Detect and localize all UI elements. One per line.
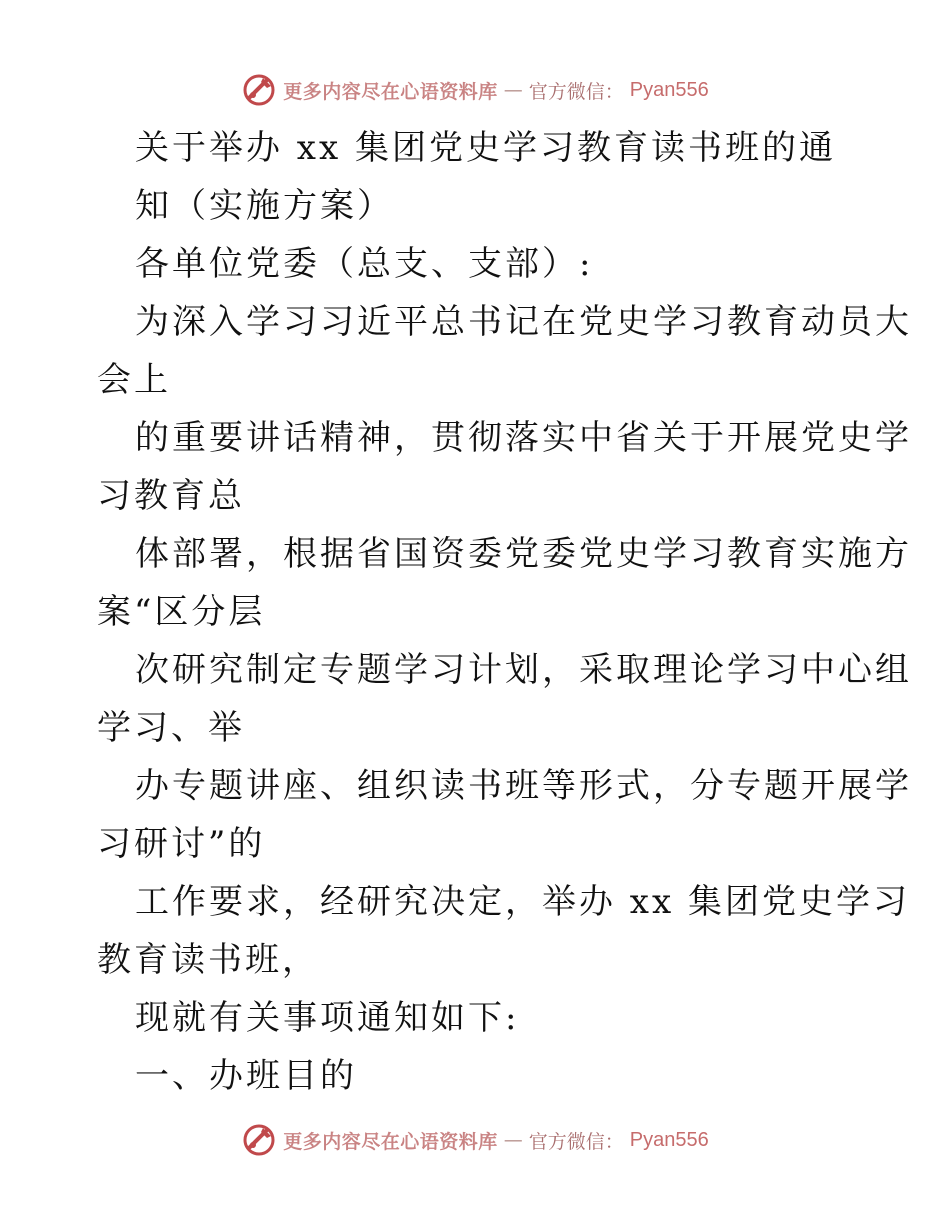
watermark-separator: — [503,1129,523,1151]
doc-paragraph-line: 工作要求，经研究决定，举办 xx 集团党史学习 [135,882,910,922]
watermark-wechat-id: Pyan556 [629,78,709,101]
header-watermark [0,68,950,112]
doc-paragraph-line: 办专题讲座、组织读书班等形式，分专题开展学 [135,766,912,806]
watermark-wechat-label: 官方微信： [528,80,624,103]
doc-paragraph-line: 学习、举 [97,708,245,748]
watermark-title: 更多内容尽在心语资料库 [283,1130,498,1153]
doc-paragraph-line: 会上 [97,360,171,400]
doc-title-line-1: 关于举办 xx 集团党史学习教育读书班的通 [135,128,836,168]
doc-section-heading: 一、办班目的 [135,1056,357,1096]
doc-paragraph-line: 的重要讲话精神，贯彻落实中省关于开展党史学 [135,418,912,458]
watermark-wechat-label: 官方微信： [528,1130,624,1153]
footer-watermark [0,1118,950,1162]
doc-paragraph-line: 教育读书班， [97,940,319,980]
doc-salutation: 各单位党委（总支、支部）: [135,244,594,284]
doc-paragraph-line: 习教育总 [97,476,245,516]
doc-paragraph-line: 次研究制定专题学习计划，采取理论学习中心组 [135,650,912,690]
watermark-separator: — [503,79,523,101]
brand-logo-icon [241,1122,277,1158]
watermark-wechat-id: Pyan556 [629,1128,709,1151]
doc-paragraph-line: 体部署，根据省国资委党委党史学习教育实施方 [135,534,912,574]
doc-paragraph-line: 现就有关事项通知如下: [135,998,520,1038]
brand-logo-icon [241,72,277,108]
doc-paragraph-line: 习研讨”的 [97,824,266,864]
doc-paragraph-line: 为深入学习习近平总书记在党史学习教育动员大 [135,302,912,342]
doc-title-line-2: 知（实施方案） [135,186,394,226]
watermark-title: 更多内容尽在心语资料库 [283,80,498,103]
doc-paragraph-line: 案“区分层 [97,592,266,632]
